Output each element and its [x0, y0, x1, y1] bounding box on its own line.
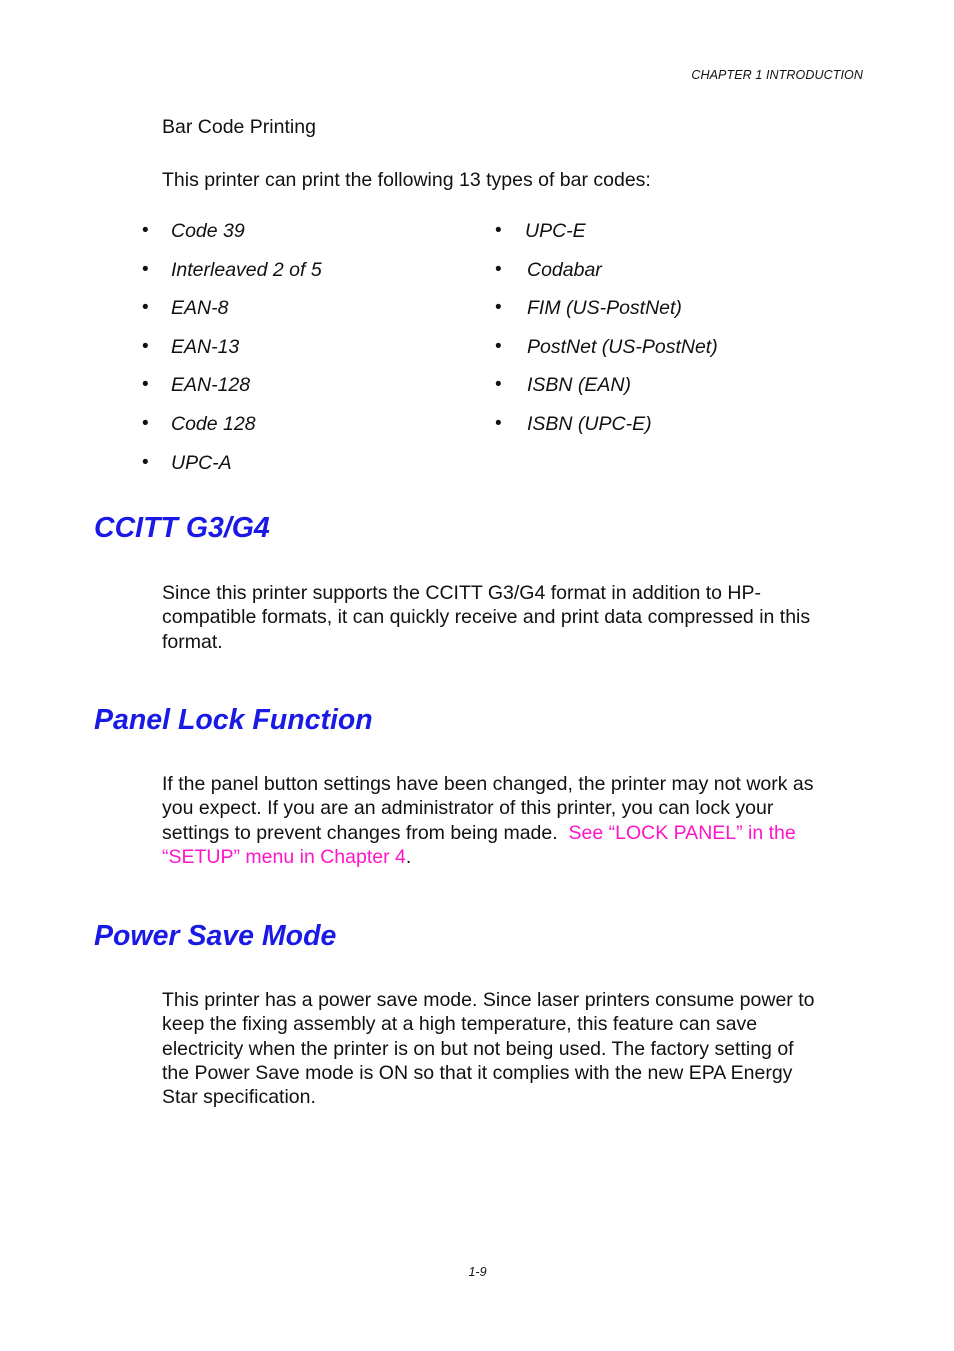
paragraph-line: Star specification. — [162, 1086, 316, 1109]
barcode-name: UPC-A — [171, 451, 232, 474]
paragraph-line — [162, 821, 862, 845]
list-item — [495, 219, 855, 258]
list-item — [495, 258, 855, 297]
list-item — [495, 296, 855, 335]
list-item — [142, 451, 472, 490]
paragraph-line: format. — [162, 630, 223, 653]
bullet-icon: • — [495, 220, 502, 241]
bullet-icon: • — [142, 258, 149, 280]
list-item — [142, 258, 472, 297]
list-item — [495, 335, 855, 374]
section-heading-ccitt: CCITT G3/G4 — [94, 512, 270, 544]
bullet-icon: • — [495, 374, 502, 396]
barcode-list-right — [495, 219, 855, 451]
barcode-name: EAN-128 — [171, 374, 251, 397]
paragraph-line: electricity when the printer is on but not being used. The factory setting of — [162, 1037, 794, 1060]
paragraph-line: the Power Save mode is ON so that it complies with the new EPA Energy — [162, 1061, 793, 1084]
paragraph-line: compatible formats, it can quickly receive and print data compressed in this — [162, 606, 811, 629]
barcode-name: EAN-13 — [171, 335, 240, 358]
bullet-icon: • — [495, 412, 502, 434]
paragraph-line — [162, 845, 862, 869]
bullet-icon: • — [142, 220, 149, 241]
bullet-icon: • — [495, 297, 502, 319]
setup-menu-reference-link[interactable]: “SETUP” menu in Chapter 4 — [162, 845, 406, 868]
page-number: 1-9 — [468, 1265, 487, 1279]
bullet-icon: • — [495, 335, 502, 357]
paragraph-line: keep the fixing assembly at a high temperature, this feature can save — [162, 1013, 758, 1036]
bullet-icon: • — [142, 374, 149, 396]
section-heading-panel-lock: Panel Lock Function — [94, 704, 373, 736]
bullet-icon: • — [142, 451, 149, 473]
list-item — [495, 373, 855, 412]
barcode-name: Codabar — [527, 258, 602, 281]
list-item — [142, 412, 472, 451]
bullet-icon: • — [142, 335, 149, 357]
paragraph-line: If the panel button settings have been changed, the printer may not work as — [162, 773, 814, 795]
list-item — [142, 373, 472, 412]
bullet-icon: • — [142, 412, 149, 434]
barcode-name: ISBN (UPC-E) — [527, 412, 652, 435]
list-item — [495, 412, 855, 451]
barcode-list-left — [142, 219, 472, 489]
barcode-name: FIM (US-PostNet) — [527, 297, 682, 320]
paragraph-text: settings to prevent changes from being made. — [162, 821, 558, 844]
barcode-intro: This printer can print the following 13 types of bar codes: — [162, 169, 651, 191]
running-header: CHAPTER 1 INTRODUCTION — [691, 68, 863, 82]
bullet-icon: • — [142, 297, 149, 319]
list-item — [142, 335, 472, 374]
barcode-name: EAN-8 — [171, 297, 229, 320]
barcode-name: Interleaved 2 of 5 — [171, 258, 322, 281]
paragraph-line: you expect. If you are an administrator of this printer, you can lock your — [162, 797, 774, 820]
barcode-name: UPC-E — [525, 220, 586, 242]
ccitt-paragraph — [162, 581, 862, 654]
paragraph-line: This printer has a power save mode. Since laser printers consume power to — [162, 989, 815, 1011]
barcode-name: ISBN (EAN) — [527, 374, 632, 397]
list-item — [142, 219, 472, 258]
panel-lock-paragraph — [162, 772, 862, 869]
barcode-name: PostNet (US-PostNet) — [527, 335, 718, 358]
bullet-icon: • — [495, 258, 502, 280]
barcode-subtitle: Bar Code Printing — [162, 116, 316, 138]
power-save-paragraph — [162, 988, 862, 1109]
section-heading-power-save: Power Save Mode — [94, 920, 337, 952]
list-item — [142, 296, 472, 335]
barcode-name: Code 128 — [171, 412, 256, 435]
lock-panel-reference-link[interactable]: See “LOCK PANEL” in the — [568, 821, 796, 844]
sentence-period: . — [405, 845, 412, 868]
barcode-name: Code 39 — [171, 220, 245, 242]
paragraph-line: Since this printer supports the CCITT G3/G4 format in addition to HP- — [162, 582, 761, 604]
